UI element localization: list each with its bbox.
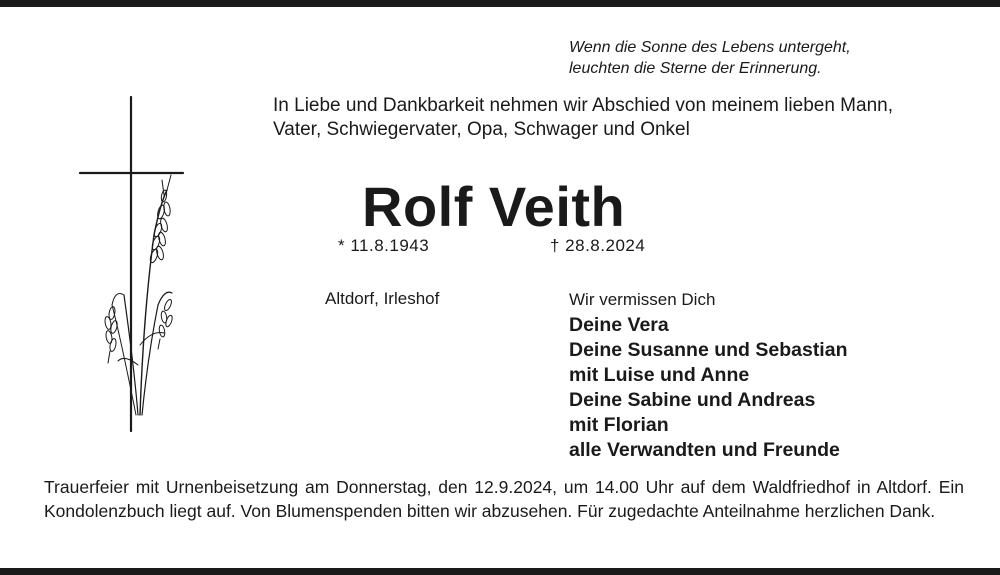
cross-with-wheat-icon xyxy=(72,95,192,435)
mourner-line: mit Luise und Anne xyxy=(569,364,750,386)
birth-date: * 11.8.1943 xyxy=(338,236,430,255)
motto-line-2: leuchten die Sterne der Erinnerung. xyxy=(569,60,822,77)
motto-quote xyxy=(569,37,851,79)
mourners-list xyxy=(569,287,847,463)
mourner-line: Deine Vera xyxy=(569,314,669,336)
death-date: † 28.8.2024 xyxy=(550,236,646,255)
mourner-line: alle Verwandten und Freunde xyxy=(569,439,840,461)
intro-line-1: In Liebe und Dankbarkeit nehmen wir Abschied von meinem lieben Mann, xyxy=(273,95,893,116)
deceased-name: Rolf Veith xyxy=(362,175,626,238)
mourners-lead: Wir vermissen Dich xyxy=(569,290,716,309)
intro-text xyxy=(273,94,973,142)
intro-line-2: Vater, Schwiegervater, Opa, Schwager und Onkel xyxy=(273,119,690,140)
mourner-line: mit Florian xyxy=(569,414,669,436)
mourner-line: Deine Susanne und Sebastian xyxy=(569,339,848,361)
motto-line-1: Wenn die Sonne des Lebens untergeht, xyxy=(569,39,851,56)
mourner-line: Deine Sabine und Andreas xyxy=(569,389,816,411)
funeral-details: Trauerfeier mit Urnenbeisetzung am Donnerstag, den 12.9.2024, um 14.00 Uhr auf dem Waldfriedhof in Altdorf. Ein Kondolenzbuch liegt auf. Von Blumenspenden bitten wir abzusehen. Für zugedachte Anteilnahme herzlichen Dank. xyxy=(44,477,964,521)
place-of-residence: Altdorf, Irleshof xyxy=(325,289,440,308)
